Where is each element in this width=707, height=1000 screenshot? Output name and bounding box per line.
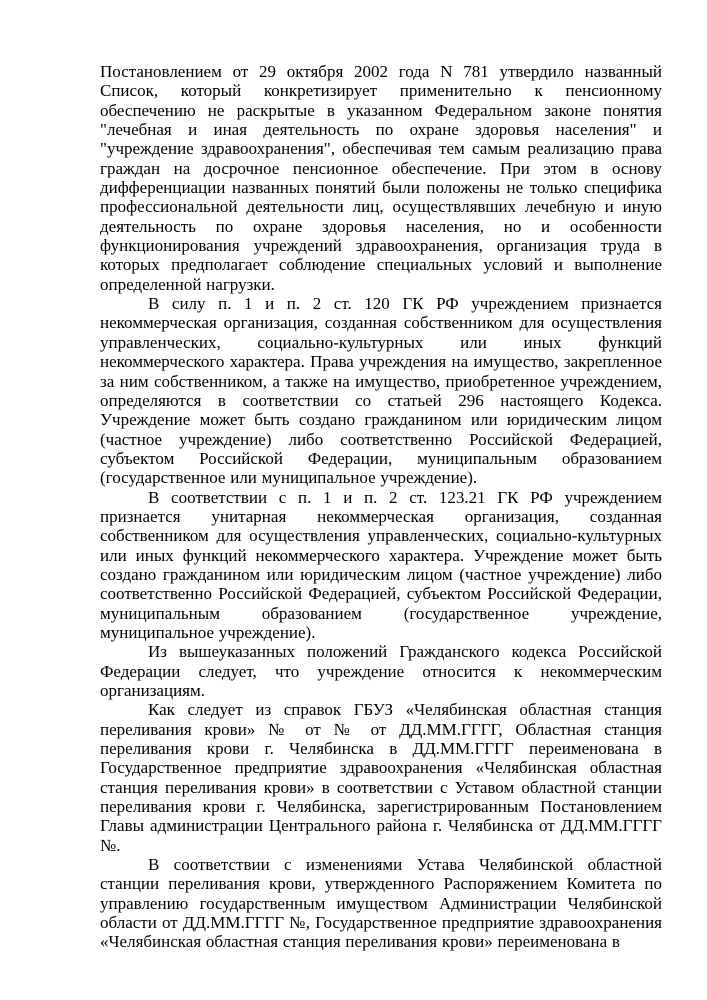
paragraph-list-781: Постановлением от 29 октября 2002 года N 781 утвердило названный Список, который конкретизирует применительно к пенсионному обеспечению не раскрытые в указанном Федеральном законе понятия "лечебная и иная деятельность по охране здоровья населения" и "учреждение здравоохранения", обеспечивая тем самым реализацию права граждан на досрочное пенсионное обеспечение. При этом в основу дифференциации названных понятий были положены не только специфика профессиональной деятельности лиц, осуществлявших лечебную и иную деятельность по охране здоровья населения, но и особенности функционирования учреждений здравоохранения, организация труда в которых предполагает соблюдение специальных условий и выполнение определенной нагрузки. <box>100 62 662 294</box>
paragraph-gbuz-certificates: Как следует из справок ГБУЗ «Челябинская областная станция переливания крови» № от № от ДД.ММ.ГГГГ, Областная станция переливания крови г. Челябинска в ДД.ММ.ГГГГ переименована в Государственное предприятие здравоохранения «Челябинская областная станция переливания крови» в соответствии с Уставом областной станции переливания крови г. Челябинска, зарегистрированным Постановлением Главы администрации Центрального района г. Челябинска от ДД.ММ.ГГГГ №. <box>100 700 662 855</box>
paragraph-ustav-changes: В соответствии с изменениями Устава Челябинской областной станции переливания крови, утвержденного Распоряжением Комитета по управлению государственным имуществом Администрации Челябинской области от ДД.ММ.ГГГГ №, Государственное предприятие здравоохранения «Челябинская областная станция переливания крови» переименована в <box>100 855 662 952</box>
document-page <box>100 62 662 952</box>
paragraph-gk-rf-st-123-21: В соответствии с п. 1 и п. 2 ст. 123.21 ГК РФ учреждением признается унитарная некоммерческая организация, созданная собственником для осуществления управленческих, социально-культурных или иных функций некоммерческого характера. Учреждение может быть создано гражданином или юридическим лицом (частное учреждение) либо соответственно Российской Федерацией, субъектом Российской Федерации, муниципальным образованием (государственное учреждение, муниципальное учреждение). <box>100 487 662 642</box>
paragraph-gk-rf-st-120: В силу п. 1 и п. 2 ст. 120 ГК РФ учреждением признается некоммерческая организация, созданная собственником для осуществления управленческих, социально-культурных или иных функций некоммерческого характера. Права учреждения на имущество, закрепленное за ним собственником, а также на имущество, приобретенное учреждением, определяются в соответствии со статьей 296 настоящего Кодекса. Учреждение может быть создано гражданином или юридическим лицом (частное учреждение) либо соответственно Российской Федерацией, субъектом Российской Федерации, муниципальным образованием (государственное или муниципальное учреждение). <box>100 294 662 488</box>
paragraph-conclusion-noncommercial: Из вышеуказанных положений Гражданского кодекса Российской Федерации следует, что учреждение относится к некоммерческим организациям. <box>100 642 662 700</box>
